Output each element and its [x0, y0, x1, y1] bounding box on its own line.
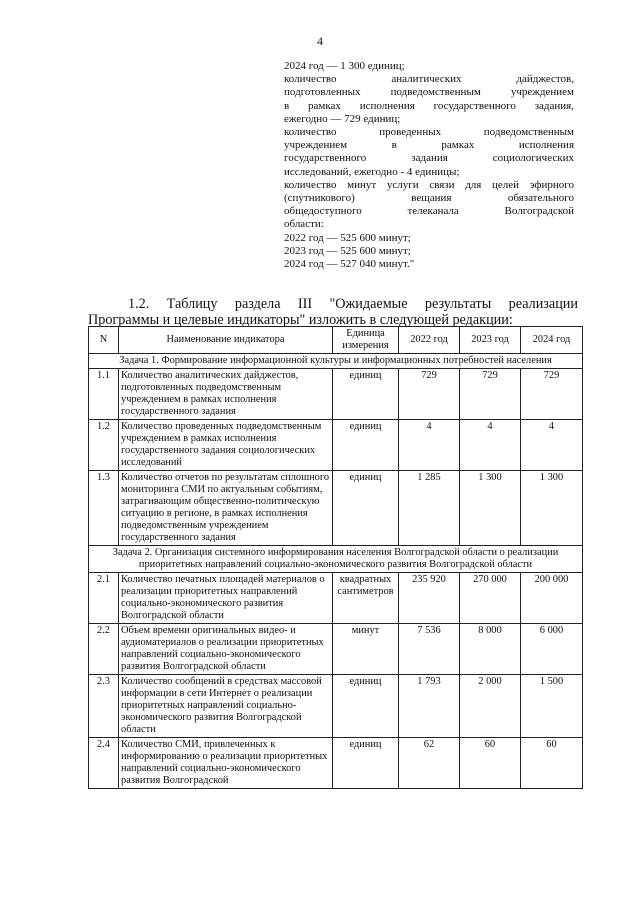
cell-2024: 1 300: [521, 471, 583, 546]
cell-name: Количество проведенных подведомственным учреждением в рамках исполнения государственного задания социологических исследований: [119, 420, 333, 471]
intro-line: исследований, ежегодно - 4 единицы;: [284, 165, 460, 178]
section-heading: [88, 296, 578, 328]
table-row: [89, 573, 583, 624]
cell-2023: 8 000: [460, 624, 521, 675]
cell-unit: квадратных сантиметров: [333, 573, 399, 624]
cell-2024: 4: [521, 420, 583, 471]
table-row: [89, 675, 583, 738]
cell-2024: 6 000: [521, 624, 583, 675]
intro-line: количество проведенных подведомственным: [284, 126, 574, 139]
table-row: [89, 624, 583, 675]
cell-2024: 729: [521, 369, 583, 420]
indicators-table: [88, 326, 583, 789]
header-unit: Единица измерения: [333, 327, 399, 354]
cell-unit: единиц: [333, 369, 399, 420]
cell-n: 2.1: [89, 573, 119, 624]
cell-unit: единиц: [333, 675, 399, 738]
intro-line: государственного задания социологических: [284, 152, 574, 165]
cell-name: Количество отчетов по результатам сплошного мониторинга СМИ по актуальным событиям, затрагивающим общественно-политическую ситуацию в регионе, в рамках исполнения подведомственным учреждением государственного задания: [119, 471, 333, 546]
cell-n: 1.2: [89, 420, 119, 471]
cell-2024: 200 000: [521, 573, 583, 624]
cell-2023: 729: [460, 369, 521, 420]
cell-2022: 62: [399, 738, 460, 789]
cell-2023: 60: [460, 738, 521, 789]
cell-2023: 4: [460, 420, 521, 471]
table-header-row: [89, 327, 583, 354]
header-name: Наименование индикатора: [119, 327, 333, 354]
intro-line: области:: [284, 218, 324, 231]
cell-n: 1.3: [89, 471, 119, 546]
cell-2022: 729: [399, 369, 460, 420]
cell-n: 2.2: [89, 624, 119, 675]
header-2022: 2022 год: [399, 327, 460, 354]
intro-line: 2024 год — 527 040 минут.": [284, 258, 415, 271]
intro-line: учреждением в рамках исполнения: [284, 139, 574, 152]
cell-2022: 1 793: [399, 675, 460, 738]
cell-n: 1.1: [89, 369, 119, 420]
cell-2024: 60: [521, 738, 583, 789]
cell-2023: 2 000: [460, 675, 521, 738]
table-row: [89, 471, 583, 546]
table-row: [89, 738, 583, 789]
header-2024: 2024 год: [521, 327, 583, 354]
task-row: [89, 546, 583, 573]
intro-line: (спутникового) вещания обязательного: [284, 192, 574, 205]
cell-2024: 1 500: [521, 675, 583, 738]
cell-unit: единиц: [333, 738, 399, 789]
task-1-title: Задача 1. Формирование информационной культуры и информационных потребностей населения: [89, 354, 583, 369]
table-row: [89, 420, 583, 471]
cell-unit: минут: [333, 624, 399, 675]
cell-2023: 1 300: [460, 471, 521, 546]
cell-name: Количество СМИ, привлеченных к информированию о реализации приоритетных направлений социально-экономического развития Волгоградской: [119, 738, 333, 789]
intro-line: в рамках исполнения государственного задания,: [284, 99, 574, 112]
cell-2022: 235 920: [399, 573, 460, 624]
intro-text-block: [284, 60, 574, 271]
cell-name: Количество аналитических дайджестов, подготовленных подведомственным учреждением в рамках исполнения государственного задания: [119, 369, 333, 420]
task-2-title: Задача 2. Организация системного информирования населения Волгоградской области о реализации приоритетных направлений социально-экономического развития Волгоградской области: [89, 546, 583, 573]
header-2023: 2023 год: [460, 327, 521, 354]
heading-line-1: 1.2. Таблицу раздела III "Ожидаемые результаты реализации: [128, 296, 578, 312]
intro-line: количество минут услуги связи для целей эфирного: [284, 178, 574, 191]
table-row: [89, 369, 583, 420]
cell-2023: 270 000: [460, 573, 521, 624]
cell-name: Количество печатных площадей материалов о реализации приоритетных направлений социально-экономического развития Волгоградской области: [119, 573, 333, 624]
cell-unit: единиц: [333, 471, 399, 546]
cell-2022: 7 536: [399, 624, 460, 675]
task-row: [89, 354, 583, 369]
intro-line: количество аналитических дайджестов,: [284, 73, 574, 86]
cell-2022: 1 285: [399, 471, 460, 546]
intro-line: подготовленных подведомственным учреждением: [284, 86, 574, 99]
intro-line: общедоступного телеканала Волгоградской: [284, 205, 574, 218]
cell-n: 2.3: [89, 675, 119, 738]
cell-2022: 4: [399, 420, 460, 471]
intro-line: 2023 год — 525 600 минут;: [284, 244, 411, 257]
header-n: N: [89, 327, 119, 354]
intro-line: 2022 год — 525 600 минут;: [284, 231, 411, 244]
intro-line: ежегодно — 729 единиц;: [284, 112, 401, 125]
cell-unit: единиц: [333, 420, 399, 471]
page-number: 4: [317, 34, 323, 48]
cell-name: Количество сообщений в средствах массовой информации в сети Интернет о реализации приоритетных направлений социально-экономического развития Волгоградской области: [119, 675, 333, 738]
intro-line: 2024 год — 1 300 единиц;: [284, 60, 405, 72]
cell-name: Объем времени оригинальных видео- и аудиоматериалов о реализации приоритетных направлений социально-экономического развития Волгоградской области: [119, 624, 333, 675]
cell-n: 2.4: [89, 738, 119, 789]
heading-line-2: Программы и целевые индикаторы" изложить в следующей редакции:: [88, 312, 513, 328]
